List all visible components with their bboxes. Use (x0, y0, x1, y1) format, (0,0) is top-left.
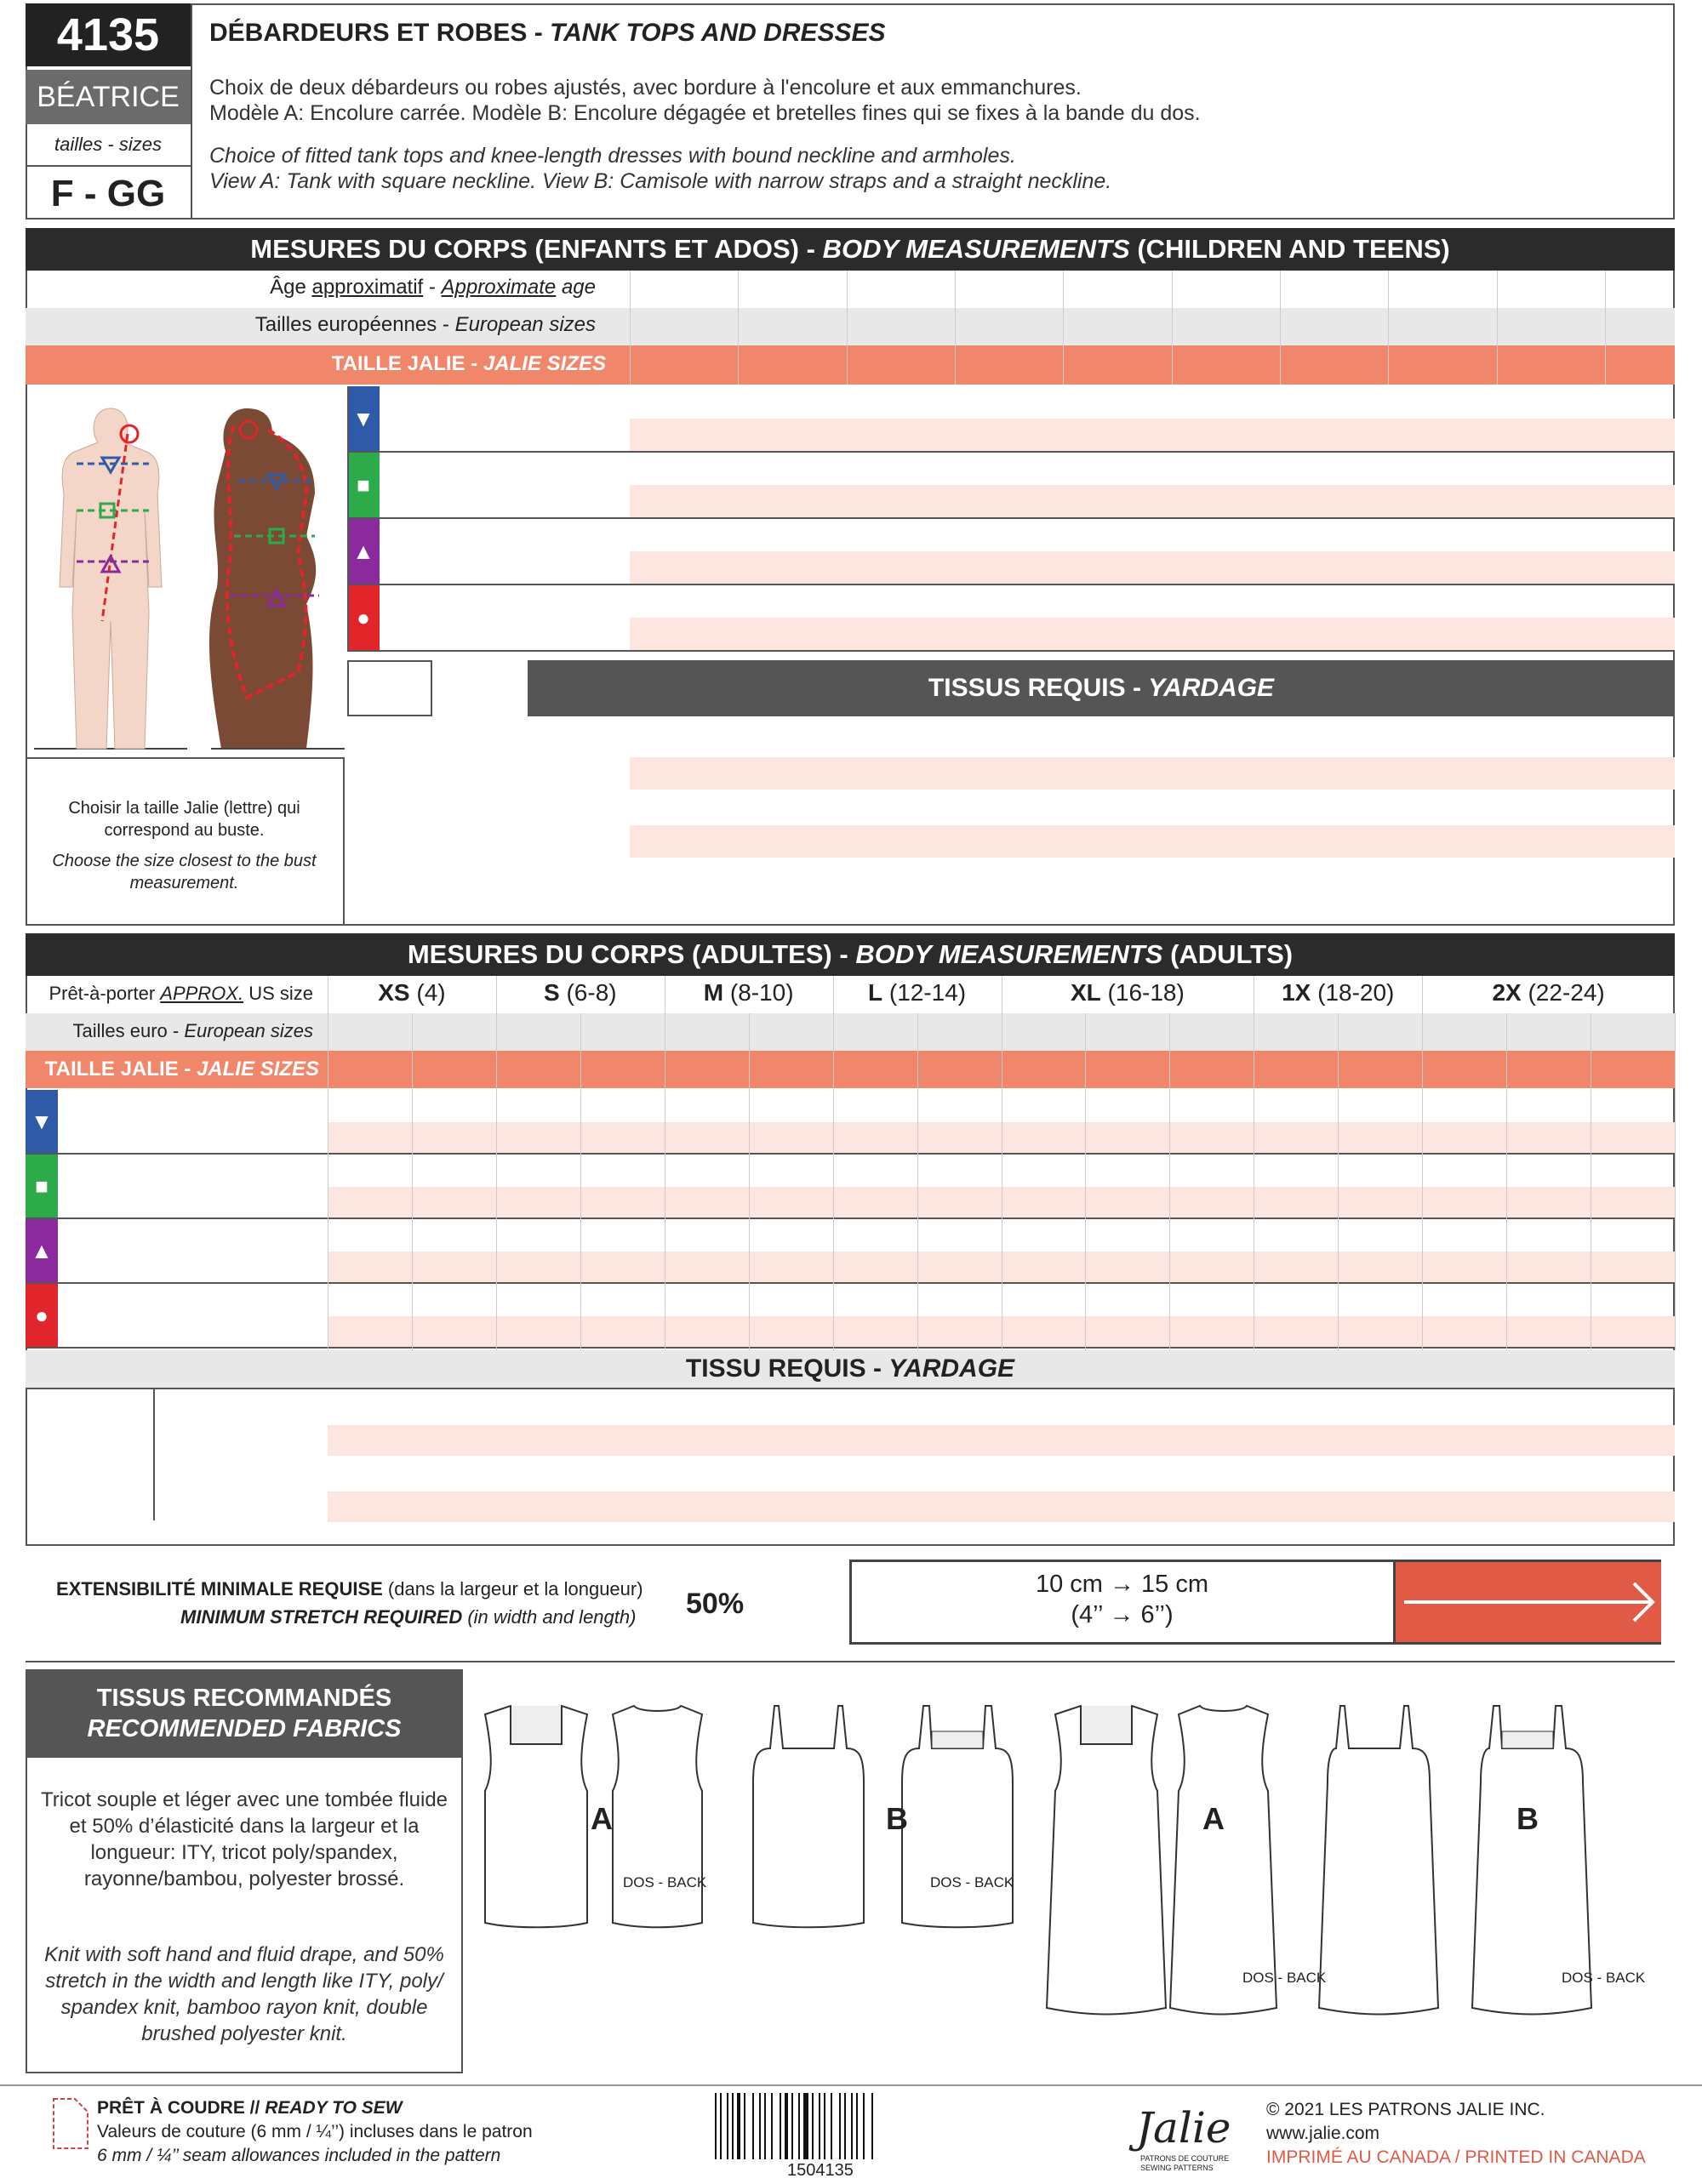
barcode-bar (844, 2093, 846, 2159)
circle-icon: ● (347, 585, 380, 650)
fabrics-title: TISSUS RECOMMANDÉS RECOMMENDED FABRICS (26, 1669, 463, 1758)
eu-label: Tailles européennes - European sizes (254, 313, 596, 336)
tank-b-front (753, 1706, 864, 1927)
dress-a-back (1170, 1706, 1276, 2015)
sizes-range: F - GG (26, 165, 191, 220)
ptp-label: Prêt-à-porter APPROX. US size (49, 983, 313, 1004)
barcode-bar (764, 2093, 766, 2159)
triangle-up-icon: ▲ (347, 519, 380, 584)
barcode-bar (771, 2093, 773, 2159)
tank-a-back (613, 1706, 702, 1927)
row-divider (26, 1282, 1675, 1284)
grid-line (833, 976, 834, 1013)
grid-line (1506, 1013, 1507, 1350)
jalie-label: TAILLE JALIE - JALIE SIZES (331, 352, 606, 375)
m-row-bg (328, 1491, 1675, 1522)
barcode-bar (759, 2093, 761, 2159)
back-label-4: DOS - BACK (1562, 1970, 1646, 1986)
adults-yardage-title: TISSU REQUIS - YARDAGE (26, 1350, 1675, 1388)
grid-line (1338, 1013, 1339, 1350)
row-divider (347, 584, 1675, 585)
grid-line (630, 271, 631, 385)
desc-en: Choice of fitted tank tops and knee-length dresses with bound neckline and armholes. View A: Tank with square neckline. View B: Camisole with narrow straps and a straight neckline. (209, 144, 1112, 193)
jalie-label: TAILLE JALIE - JALIE SIZES (44, 1058, 319, 1081)
square-icon: ■ (26, 1155, 58, 1217)
grid-line (1063, 271, 1064, 385)
seam-fr: Valeurs de couture (6 mm / ¼’’) incluses dans le patron (97, 2122, 533, 2141)
jalie-logo: Jalie (1136, 2103, 1231, 2153)
row-divider (347, 451, 1675, 453)
section-divider (26, 1661, 1675, 1662)
dress-b-front (1319, 1706, 1438, 2015)
col-divider (153, 1388, 155, 1520)
grid-line (1388, 271, 1389, 385)
barcode-bar (819, 2093, 820, 2159)
triangle-down-icon: ▼ (26, 1090, 58, 1153)
adults-title: MESURES DU CORPS (ADULTES) - BODY MEASUREMENTS (ADULTS) (26, 933, 1675, 976)
dress-b-back (1472, 1706, 1591, 2015)
barcode-bar (732, 2093, 734, 2159)
garment-views (477, 1697, 1685, 2021)
pattern-title: DÉBARDEURS ET ROBES - TANK TOPS AND DRESSES (209, 19, 886, 47)
cm-row-bg (630, 551, 1675, 584)
barcode-bar (720, 2093, 722, 2159)
desc-fr: Choix de deux débardeurs ou robes ajustés, avec bordure à l'encolure et aux emmanchures. Modèle A: Encolure carrée. Modèle B: Encolure dégagée et bretelles fines qui se fixes à la bande du dos. (209, 76, 1201, 125)
stretch-gauge (849, 1560, 1661, 1645)
square-icon: ■ (347, 453, 380, 517)
ptp-size: L (12-14) (867, 979, 967, 1006)
row-divider (26, 1153, 1675, 1155)
triangle-down-icon: ▼ (347, 386, 380, 451)
back-label-1: DOS - BACK (623, 1874, 707, 1890)
kids-yardage-title: TISSUS REQUIS - YARDAGE (528, 660, 1675, 716)
m-row-bg (630, 825, 1675, 858)
circle-icon: ● (26, 1284, 58, 1347)
grid-line (749, 1013, 750, 1350)
stretch-fr: EXTENSIBILITÉ MINIMALE REQUISE (dans la largeur et la longueur) (56, 1578, 643, 1600)
barcode-bar (824, 2093, 825, 2159)
barcode-number: 1504135 (787, 2161, 854, 2180)
barcode-bar (831, 2093, 832, 2159)
grid-line (1422, 976, 1423, 1013)
arrow-right-icon (1396, 1562, 1664, 1642)
m-row-bg (328, 1425, 1675, 1456)
back-label-3: DOS - BACK (1242, 1970, 1327, 1986)
grid-line (496, 976, 497, 1013)
pattern-name: BÉATRICE (26, 70, 191, 124)
ptp-size: XS (4) (378, 979, 446, 1006)
barcode-bar (871, 2093, 873, 2159)
fabric-roll-icon (347, 660, 432, 716)
row-divider (26, 1388, 1675, 1389)
stretch-values: 10 cm → 15 cm (4’’ → 6’’) (1035, 1571, 1209, 1628)
m-row-bg (630, 757, 1675, 790)
stretch-en: MINIMUM STRETCH REQUIRED (in width and length) (180, 1606, 637, 1628)
choose-size-fr: Choisir la taille Jalie (lettre) qui correspond au buste. (68, 799, 300, 840)
grid-line (580, 1013, 581, 1350)
grid-line (955, 271, 956, 385)
barcode (706, 2093, 962, 2159)
row-divider (26, 1217, 1675, 1219)
barcode-bar (780, 2093, 781, 2159)
barcode-bar (812, 2093, 814, 2159)
grid-line (1422, 1013, 1423, 1350)
back-label-2: DOS - BACK (930, 1874, 1014, 1890)
cm-row-bg (630, 618, 1675, 650)
eu-label: Tailles euro - European sizes (72, 1020, 313, 1041)
grid-line (1497, 271, 1498, 385)
grid-line (917, 1013, 918, 1350)
ptp-size: 2X (22-24) (1492, 979, 1605, 1006)
logo-sub: PATRONS DE COUTURE SEWING PATTERNS (1140, 2154, 1230, 2172)
stretch-percent: 50% (686, 1588, 745, 1620)
grid-line (1280, 271, 1281, 385)
grid-line (1169, 1013, 1170, 1350)
stretch-bar (1393, 1562, 1661, 1642)
grid-line (412, 1013, 413, 1350)
barcode-bar (803, 2093, 808, 2159)
fabrics-fr: Tricot souple et léger avec une tombée fluide et 50% d’élasticité dans la largeur et la longueur: ITY, tricot poly/spandex, rayonne/bambou, polyester brossé. (40, 1788, 448, 1890)
choose-size-en: Choose the size closest to the bust measurement. (52, 852, 317, 892)
pattern-number: 4135 (26, 3, 191, 66)
row-divider (26, 1347, 1675, 1349)
triangle-up-icon: ▲ (26, 1219, 58, 1282)
barcode-bar (863, 2093, 865, 2159)
row-divider (347, 517, 1675, 519)
choose-size-box (26, 757, 345, 926)
adults-table (26, 976, 1675, 1546)
view-b-dress-label: B (1516, 1801, 1539, 1836)
view-b-label: B (886, 1801, 908, 1836)
dress-a-front (1047, 1706, 1166, 2015)
kids-title: MESURES DU CORPS (ENFANTS ET ADOS) - BODY MEASUREMENTS (CHILDREN AND TEENS) (26, 228, 1675, 271)
grid-line (1675, 1013, 1676, 1350)
barcode-bar (785, 2093, 788, 2159)
age-label: Âge approximatif - Approximate age (270, 276, 596, 299)
grid-line (1085, 1013, 1086, 1350)
row-divider (347, 650, 1675, 652)
barcode-bar (798, 2093, 800, 2159)
ptp-size: 1X (18-20) (1282, 979, 1395, 1006)
barcode-bar (791, 2093, 793, 2159)
barcode-bar (737, 2093, 740, 2159)
view-a-dress-label: A (1202, 1801, 1225, 1836)
barcode-bar (715, 2093, 717, 2159)
copyright: © 2021 LES PATRONS JALIE INC. (1266, 2100, 1545, 2119)
sizes-label: tailles - sizes (54, 134, 162, 155)
ptp-size: XL (16-18) (1070, 979, 1185, 1006)
barcode-bar (851, 2093, 853, 2159)
printed-in: IMPRIMÉ AU CANADA / PRINTED IN CANADA (1266, 2147, 1646, 2167)
pattern-piece-icon (49, 2095, 92, 2153)
ready-to-sew: PRÊT À COUDRE // READY TO SEW (97, 2098, 403, 2118)
seam-en: 6 mm / ¼’’ seam allowances included in the pattern (97, 2146, 501, 2165)
barcode-bar (856, 2093, 858, 2159)
col-divider (347, 386, 349, 652)
view-a-label: A (591, 1801, 613, 1836)
grid-line (847, 271, 848, 385)
cm-row-bg (630, 419, 1675, 451)
body-figure (26, 391, 345, 757)
fabrics-en: Knit with soft hand and fluid drape, and 50% stretch in the width and length like ITY, poly/ spandex knit, bamboo rayon knit, double brushed polyester knit. (44, 1943, 444, 2045)
website[interactable]: www.jalie.com (1266, 2124, 1380, 2143)
barcode-bar (744, 2093, 745, 2159)
ptp-size: M (8-10) (703, 979, 794, 1006)
grid-line (496, 1013, 497, 1350)
footer-divider (0, 2084, 1702, 2086)
grid-line (738, 271, 739, 385)
grid-line (833, 1013, 834, 1350)
header-divider (191, 3, 192, 220)
grid-line (1172, 271, 1173, 385)
cm-row-bg (630, 485, 1675, 517)
barcode-bar (727, 2093, 728, 2159)
grid-line (1605, 271, 1606, 385)
barcode-bar (839, 2093, 841, 2159)
ptp-size: S (6-8) (544, 979, 617, 1006)
barcode-bar (752, 2093, 754, 2159)
